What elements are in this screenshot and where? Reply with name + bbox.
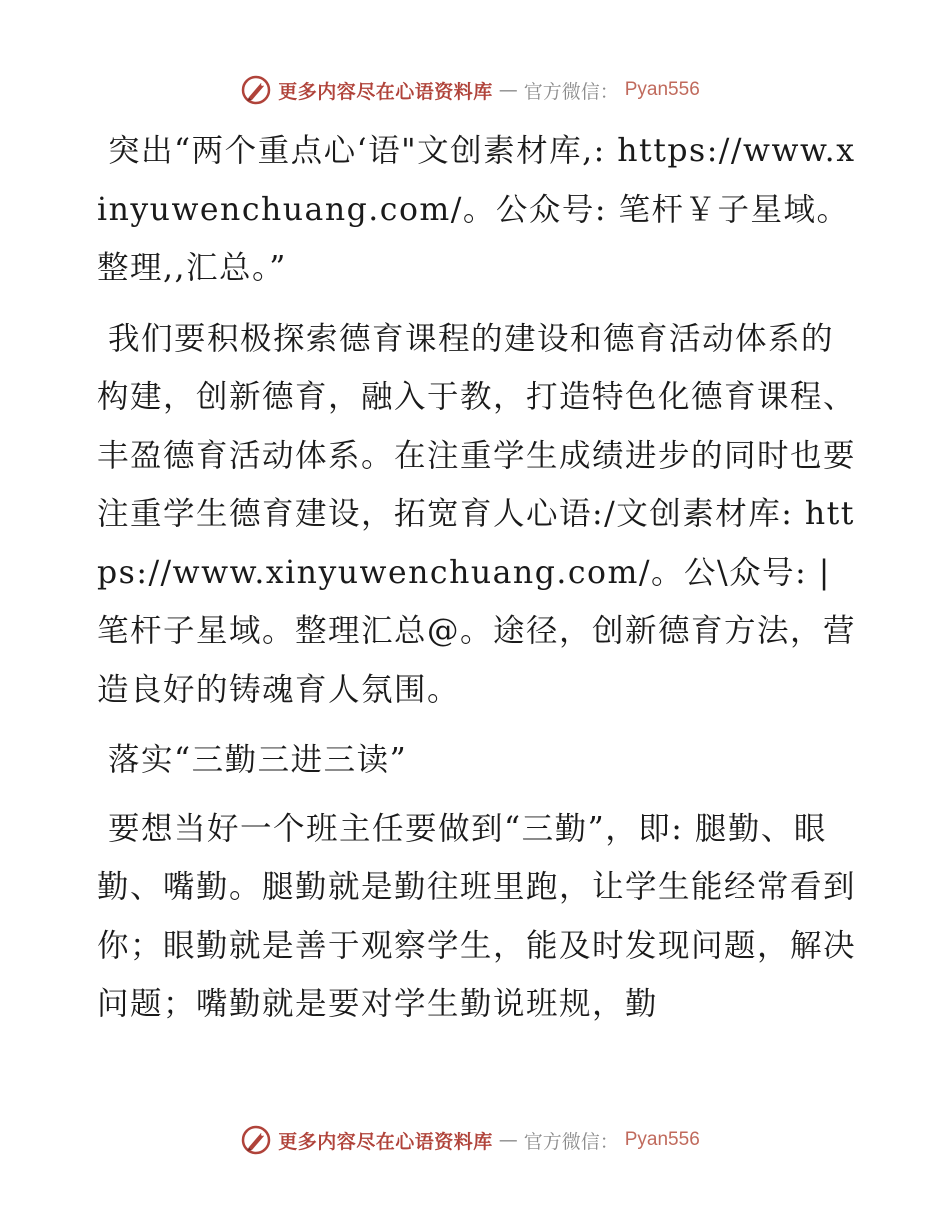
footer-wechat-id: Pyan556 <box>624 1129 700 1150</box>
footer-dash: — <box>498 1129 518 1151</box>
header-wechat-id: Pyan556 <box>624 79 700 100</box>
footer-slogan: 更多内容尽在心语资料库 <box>278 1130 493 1153</box>
header-banner <box>0 70 950 110</box>
paragraph-1: 突出“两个重点心‘语"文创素材库,: https://www.xinyuwenchuang.com/。公众号: 笔杆￥子星域。整理,,汇总。” <box>97 133 856 286</box>
header-slogan: 更多内容尽在心语资料库 <box>278 80 493 103</box>
footer-banner-content <box>240 1124 700 1156</box>
pen-logo-icon <box>240 74 272 106</box>
footer-wechat-label: 官方微信： <box>523 1130 619 1153</box>
header-wechat-label: 官方微信： <box>523 80 619 103</box>
footer-banner <box>0 1120 950 1160</box>
paragraph-3: 要想当好一个班主任要做到“三勤”，即: 腿勤、眼勤、嘴勤。腿勤就是勤往班里跑，让学生能经常看到你；眼勤就是善于观察学生，能及时发现问题，解决问题；嘴勤就是要对学生勤说班规，勤 <box>97 810 857 1022</box>
header-banner-content <box>240 74 700 106</box>
header-dash: — <box>498 79 518 101</box>
paragraph-2: 我们要积极探索德育课程的建设和德育活动体系的构建，创新德育，融入于教，打造特色化德育课程、丰盈德育活动体系。在注重学生成绩进步的同时也要注重学生德育建设，拓宽育人心语:/文创素材库: https://www.xinyuwenchuang.com/。公\众号: |笔杆子星域。整理汇总@。途径，创新德育方法，营造良好的铸魂育人氛围。 <box>97 320 857 708</box>
section-heading: 落实“三勤三进三读” <box>108 742 408 778</box>
pen-logo-icon <box>240 1124 272 1156</box>
document-body <box>97 122 857 1046</box>
